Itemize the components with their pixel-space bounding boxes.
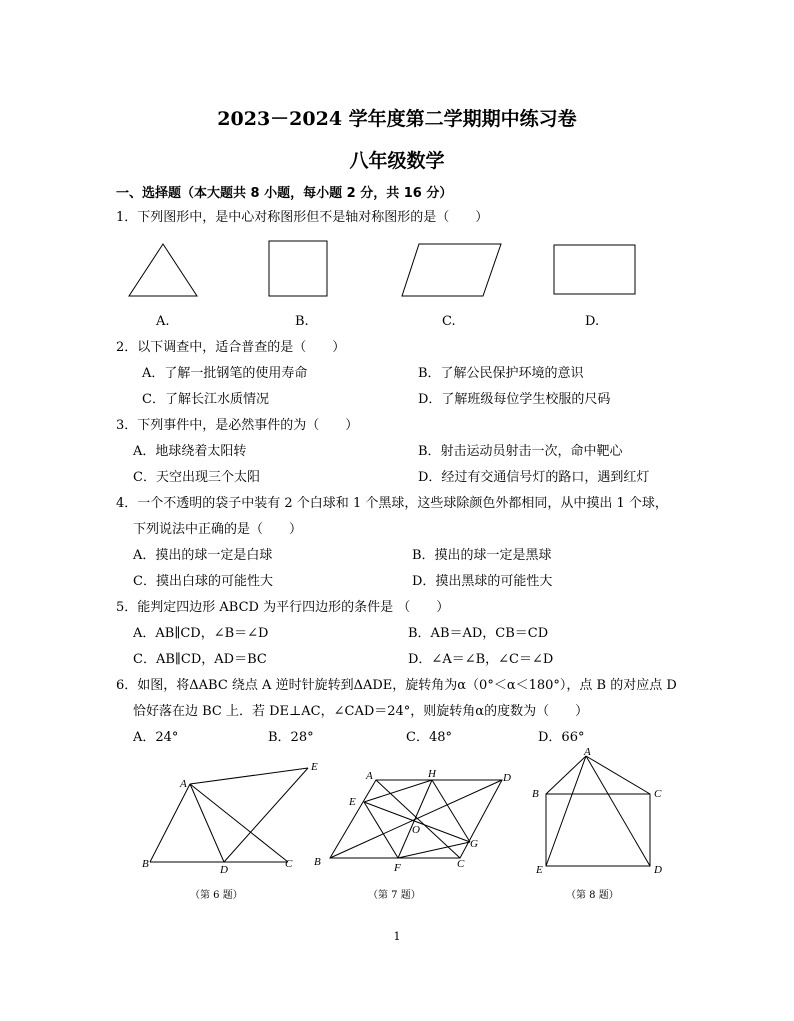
q1-figure-triangle [127, 242, 199, 298]
fig7-label-b: B [314, 856, 321, 868]
figure-6-caption: （第 6 题） [190, 890, 243, 901]
q6-option-b[interactable]: B．28° [268, 730, 314, 745]
q4-option-b[interactable]: B．摸出的球一定是黑球 [412, 548, 552, 563]
fig7-label-h: H [428, 768, 436, 780]
question-4-stem-line1: 4．一个不透明的袋子中装有 2 个白球和 1 个黑球，这些球除颜色外都相同，从中摸出 1 个球， [116, 496, 668, 511]
q6-option-d[interactable]: D．66° [538, 730, 585, 745]
page-number: 1 [393, 930, 401, 943]
q3-option-c[interactable]: C．天空出现三个太阳 [133, 470, 260, 485]
fig7-label-d: D [503, 772, 511, 784]
question-6-stem-line2: 恰好落在边 BC 上．若 DE⊥AC，∠CAD＝24°，则旋转角α的度数为（ ） [133, 704, 589, 719]
q5-option-a[interactable]: A．AB∥CD，∠B＝∠D [133, 626, 269, 641]
fig8-label-c: C [654, 788, 662, 800]
q2-option-a[interactable]: A．了解一批钢笔的使用寿命 [142, 366, 308, 381]
q2-option-d[interactable]: D．了解班级每位学生校服的尺码 [418, 392, 611, 407]
q5-option-c[interactable]: C．AB∥CD，AD＝BC [133, 652, 267, 667]
question-6-stem-line1: 6．如图，将ΔABC 绕点 A 逆时针旋转到ΔADE，旋转角为α（0°＜α＜180°），点 B 的对应点 D [116, 678, 677, 693]
fig6-label-c: C [285, 858, 293, 870]
question-3-stem: 3．下列事件中，是必然事件的为（ ） [116, 418, 359, 433]
q2-option-b[interactable]: B．了解公民保护环境的意识 [418, 366, 584, 381]
fig8-label-e: E [536, 864, 543, 876]
question-5-stem: 5．能判定四边形 ABCD 为平行四边形的条件是 （ ） [116, 600, 450, 615]
q6-option-a[interactable]: A．24° [133, 730, 179, 745]
figure-7-diagram [320, 772, 510, 864]
q1-figure-parallelogram [401, 242, 503, 298]
q2-option-c[interactable]: C．了解长江水质情况 [142, 392, 269, 407]
q1-option-d[interactable]: D. [585, 314, 600, 329]
q5-option-b[interactable]: B．AB＝AD，CB＝CD [408, 626, 549, 641]
q4-option-d[interactable]: D．摸出黑球的可能性大 [412, 574, 553, 589]
q1-option-c[interactable]: C. [442, 314, 456, 329]
fig7-label-a: A [366, 770, 373, 782]
fig7-label-g: G [470, 838, 478, 850]
fig7-label-c: C [457, 858, 465, 870]
fig8-label-d: D [654, 864, 662, 876]
q1-figure-rectangle [553, 244, 637, 296]
figure-6-diagram [140, 758, 320, 868]
figure-7-caption: （第 7 题） [368, 890, 421, 901]
fig6-label-e: E [311, 761, 318, 773]
figure-8-diagram [540, 752, 660, 872]
q6-option-c[interactable]: C．48° [406, 730, 452, 745]
fig7-label-e: E [349, 796, 356, 808]
section-heading: 一、选择题（本大题共 8 小题，每小题 2 分，共 16 分） [116, 186, 453, 201]
fig8-label-a: A [584, 746, 591, 758]
q4-option-c[interactable]: C．摸出白球的可能性大 [133, 574, 273, 589]
fig7-label-o: O [412, 824, 420, 836]
q3-option-d[interactable]: D．经过有交通信号灯的路口，遇到红灯 [418, 470, 650, 485]
fig6-label-d: D [220, 864, 228, 876]
q5-option-d[interactable]: D．∠A＝∠B，∠C＝∠D [408, 652, 554, 667]
question-1-stem: 1．下列图形中，是中心对称图形但不是轴对称图形的是（ ） [116, 210, 489, 225]
fig6-label-a: A [180, 778, 187, 790]
q1-figure-square [268, 240, 330, 298]
exam-title: 2023－2024 学年度第二学期期中练习卷 [217, 108, 577, 130]
fig6-label-b: B [142, 858, 149, 870]
exam-subtitle: 八年级数学 [349, 150, 445, 172]
q3-option-b[interactable]: B．射击运动员射击一次，命中靶心 [418, 444, 623, 459]
question-2-stem: 2．以下调查中，适合普查的是（ ） [116, 340, 346, 355]
fig8-label-b: B [532, 788, 539, 800]
fig7-label-f: F [394, 862, 401, 874]
question-4-stem-line2: 下列说法中正确的是（ ） [133, 522, 303, 537]
q1-option-b[interactable]: B. [295, 314, 309, 329]
q3-option-a[interactable]: A．地球绕着太阳转 [133, 444, 247, 459]
figure-8-caption: （第 8 题） [566, 890, 619, 901]
q1-option-a[interactable]: A. [156, 314, 170, 329]
q4-option-a[interactable]: A．摸出的球一定是白球 [133, 548, 273, 563]
